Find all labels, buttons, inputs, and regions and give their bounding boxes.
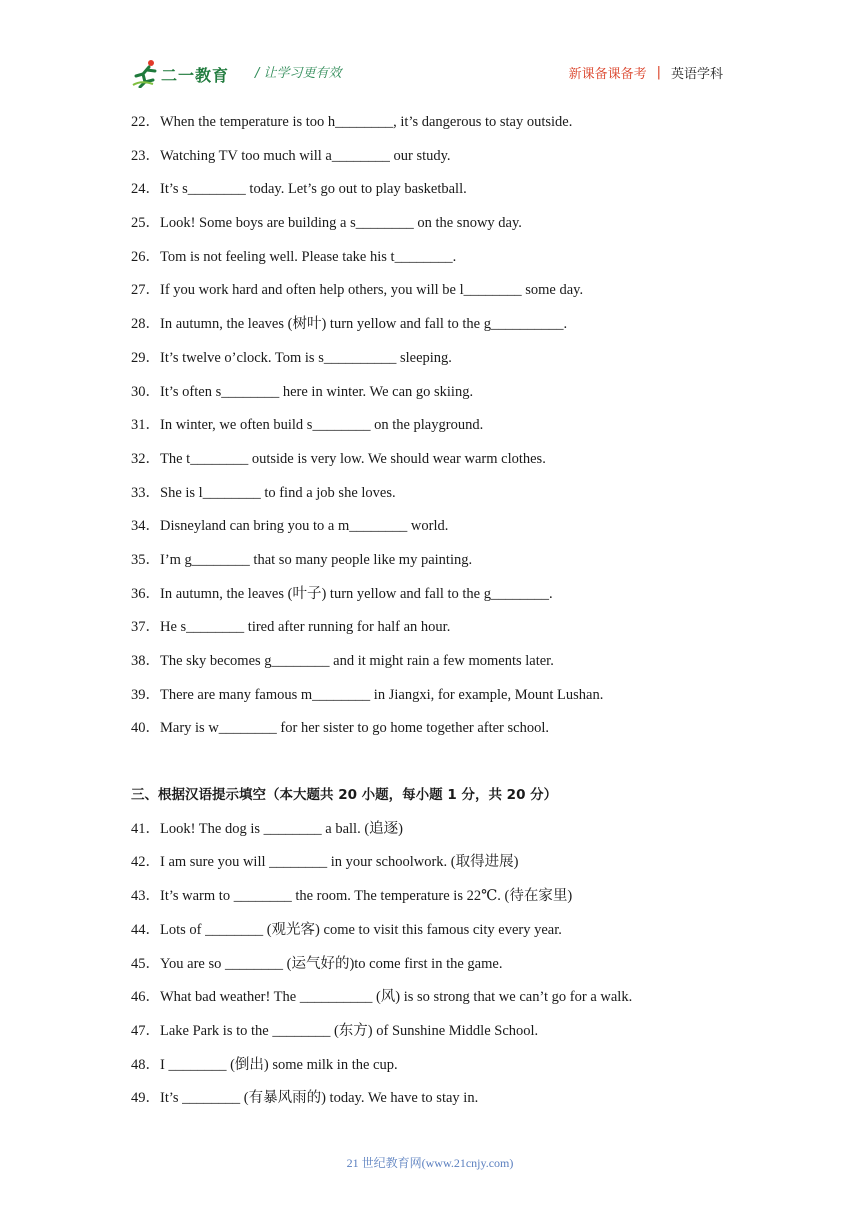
slogan: / 让学习更有效 (255, 66, 342, 81)
question-item: 38．The sky becomes g________ and it might rain a few moments later. (131, 653, 554, 669)
question-item: 24．It’s s________ today. Let’s go out to play basketball. (131, 181, 467, 198)
question-list-a (131, 112, 731, 752)
question-item: 34．Disneyland can bring you to a m________ world. (131, 518, 449, 535)
question-item: 27．If you work hard and often help others, you will be l________ some day. (131, 282, 584, 299)
question-item: 44．Lots of ________ (观光客) come to visit this famous city every year. (131, 921, 562, 938)
question-list-b (131, 819, 731, 1122)
question-item: 26．Tom is not feeling well. Please take his t________. (131, 248, 457, 265)
brand-logo (131, 58, 241, 88)
header-right (569, 63, 723, 82)
question-item: 23．Watching TV too much will a________ our study. (131, 147, 451, 164)
question-item: 25．Look! Some boys are building a s________ on the snowy day. (131, 215, 522, 232)
logo-text: 二一教育 (161, 66, 230, 85)
question-item: 48．I ________ (倒出) some milk in the cup. (131, 1056, 398, 1073)
question-item: 42．I am sure you will ________ in your schoolwork. (取得进展) (131, 854, 519, 871)
worksheet-body (131, 112, 731, 1122)
course-label: 新课备课备考 (568, 67, 647, 82)
question-item: 37．He s________ tired after running for half an hour. (131, 619, 451, 636)
page-footer: 21 世纪教育网(www.21cnjy.com) (346, 1156, 514, 1170)
page-header (0, 0, 860, 100)
question-item: 35．I’m g________ that so many people like my painting. (131, 551, 473, 568)
question-item: 30．It’s often s________ here in winter. We can go skiing. (131, 383, 474, 400)
question-item: 46．What bad weather! The __________ (风) is so strong that we can’t go for a walk. (131, 989, 633, 1006)
question-item: 40．Mary is w________ for her sister to go home together after school. (131, 720, 549, 737)
question-item: 22．When the temperature is too h________, it’s dangerous to stay outside. (131, 114, 573, 130)
question-item: 43．It’s warm to ________ the room. The temperature is 22℃. (待在家里) (131, 888, 573, 905)
question-item: 28．In autumn, the leaves (树叶) turn yellow and fall to the g__________. (131, 316, 568, 333)
header-separator: | (656, 65, 661, 80)
question-item: 49．It’s ________ (有暴风雨的) today. We have to stay in. (131, 1090, 479, 1107)
question-item: 33．She is l________ to find a job she loves. (131, 484, 396, 501)
question-item: 32．The t________ outside is very low. We should wear warm clothes. (131, 450, 546, 467)
runner-icon (131, 58, 161, 88)
question-item: 45．You are so ________ (运气好的)to come first in the game. (131, 955, 503, 972)
question-item: 31．In winter, we often build s________ on the playground. (131, 417, 484, 434)
question-item: 29．It’s twelve o’clock. Tom is s__________ sleeping. (131, 349, 452, 366)
subject-label: 英语学科 (670, 67, 723, 82)
question-item: 39．There are many famous m________ in Jiangxi, for example, Mount Lushan. (131, 686, 604, 703)
question-item: 41．Look! The dog is ________ a ball. (追逐) (131, 820, 403, 837)
question-item: 36．In autumn, the leaves (叶子) turn yellow and fall to the g________. (131, 585, 553, 602)
question-item: 47．Lake Park is to the ________ (东方) of Sunshine Middle School. (131, 1022, 539, 1039)
section-title: 三、根据汉语提示填空（本大题共 20 小题，每小题 1 分，共 20 分） (131, 787, 558, 804)
section-spacer (131, 752, 731, 785)
